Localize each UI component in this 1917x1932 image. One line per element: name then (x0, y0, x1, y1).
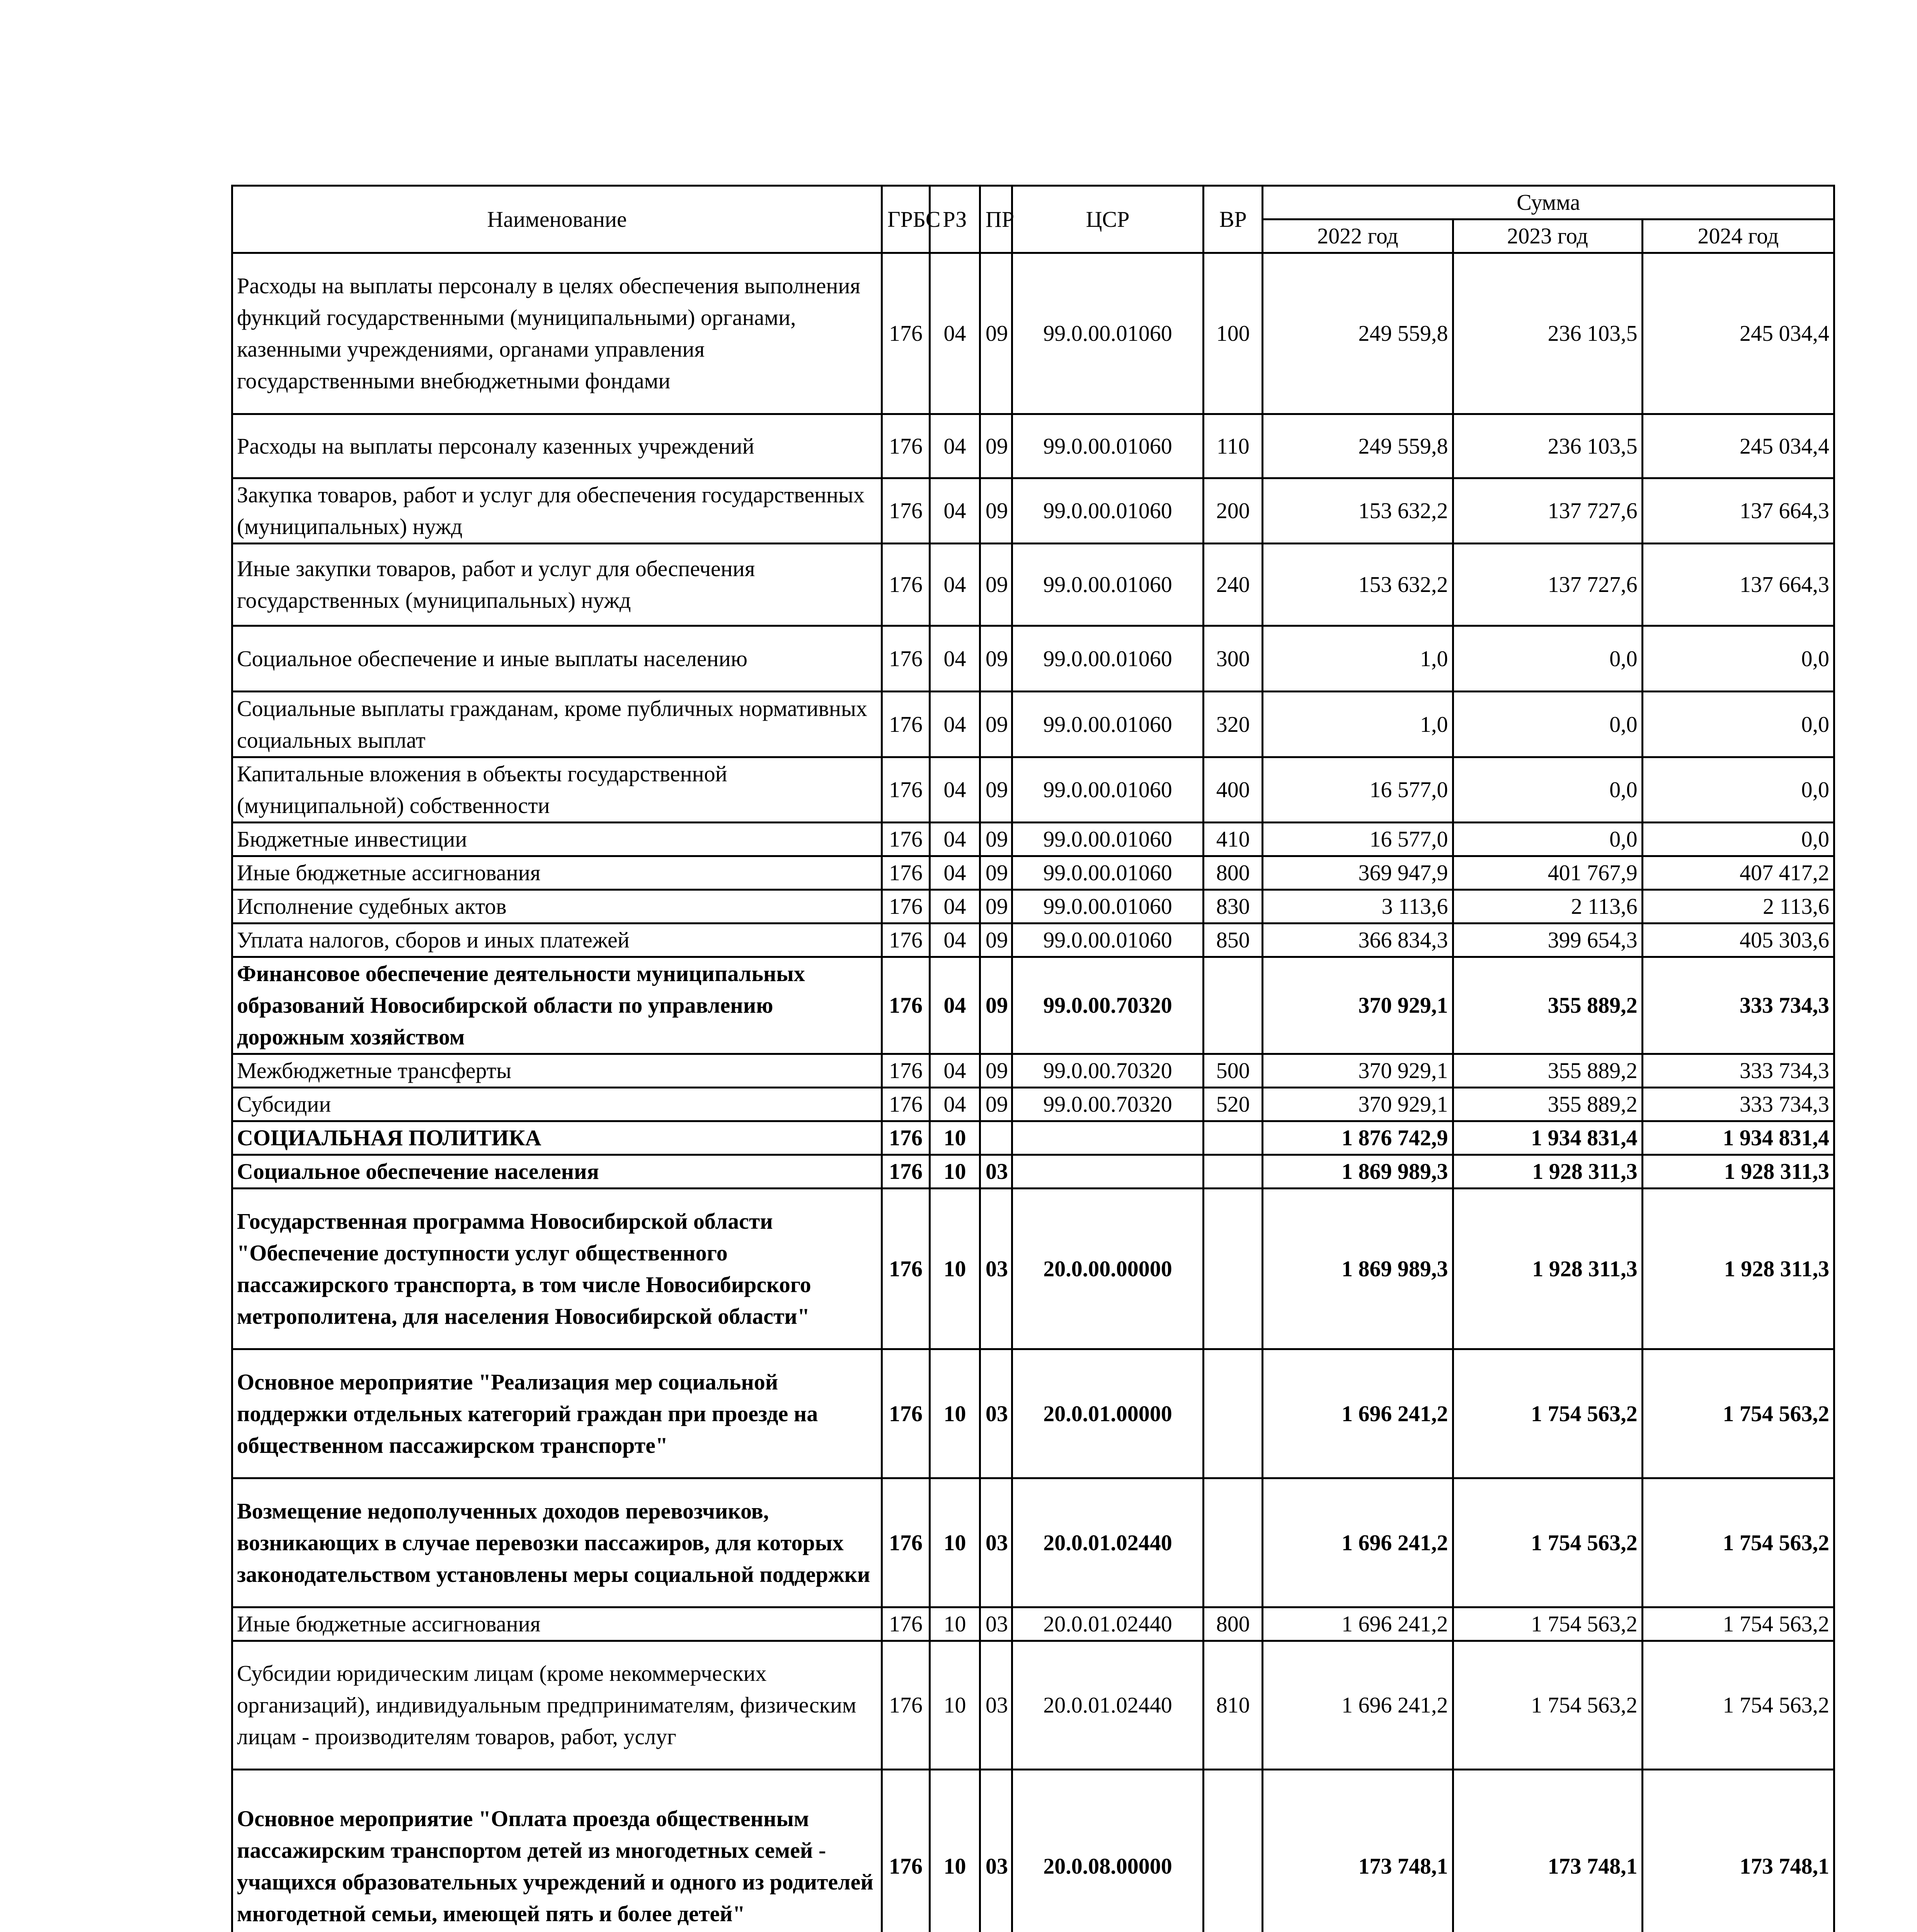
row-sum-2024: 245 034,4 (1642, 253, 1834, 414)
row-rz: 04 (930, 1054, 980, 1088)
row-csr: 99.0.00.01060 (1012, 757, 1203, 823)
row-csr: 99.0.00.01060 (1012, 823, 1203, 856)
row-grbs: 176 (882, 544, 930, 626)
row-csr (1012, 1121, 1203, 1155)
row-rz: 04 (930, 544, 980, 626)
row-grbs: 176 (882, 1641, 930, 1770)
row-name: Иные бюджетные ассигнования (232, 1607, 882, 1641)
row-csr: 99.0.00.01060 (1012, 890, 1203, 923)
row-grbs: 176 (882, 923, 930, 957)
table-row (232, 1349, 1834, 1478)
row-csr: 20.0.01.00000 (1012, 1349, 1203, 1478)
table-row (232, 823, 1834, 856)
row-sum-2024: 405 303,6 (1642, 923, 1834, 957)
row-vr: 830 (1204, 890, 1263, 923)
row-sum-2022: 366 834,3 (1263, 923, 1453, 957)
row-csr: 99.0.00.01060 (1012, 923, 1203, 957)
row-sum-2024: 173 748,1 (1642, 1770, 1834, 1932)
row-name: Социальное обеспечение и иные выплаты населению (232, 626, 882, 692)
row-pr: 09 (980, 890, 1012, 923)
row-sum-2022: 249 559,8 (1263, 253, 1453, 414)
row-csr: 99.0.00.70320 (1012, 1054, 1203, 1088)
row-vr (1204, 1770, 1263, 1932)
row-name: Иные бюджетные ассигнования (232, 856, 882, 890)
row-name: Капитальные вложения в объекты государственной (муниципальной) собственности (232, 757, 882, 823)
row-grbs: 176 (882, 823, 930, 856)
table-row (232, 1054, 1834, 1088)
row-grbs: 176 (882, 1121, 930, 1155)
row-csr: 20.0.08.00000 (1012, 1770, 1203, 1932)
header-name: Наименование (232, 186, 882, 253)
row-rz: 04 (930, 957, 980, 1054)
row-sum-2022: 16 577,0 (1263, 823, 1453, 856)
row-sum-2023: 0,0 (1453, 757, 1642, 823)
row-csr: 20.0.01.02440 (1012, 1478, 1203, 1607)
table-row (232, 692, 1834, 757)
row-sum-2022: 1 696 241,2 (1263, 1607, 1453, 1641)
row-pr: 09 (980, 823, 1012, 856)
row-vr (1204, 1189, 1263, 1349)
row-sum-2024: 2 113,6 (1642, 890, 1834, 923)
row-sum-2022: 1,0 (1263, 692, 1453, 757)
row-vr: 800 (1204, 1607, 1263, 1641)
row-sum-2023: 173 748,1 (1453, 1770, 1642, 1932)
row-pr: 03 (980, 1478, 1012, 1607)
row-pr: 09 (980, 957, 1012, 1054)
row-pr (980, 1121, 1012, 1155)
row-csr: 20.0.00.00000 (1012, 1189, 1203, 1349)
row-sum-2023: 2 113,6 (1453, 890, 1642, 923)
table-row (232, 1478, 1834, 1607)
table-row (232, 856, 1834, 890)
row-pr: 09 (980, 544, 1012, 626)
table-row (232, 923, 1834, 957)
row-sum-2024: 1 754 563,2 (1642, 1607, 1834, 1641)
row-rz: 10 (930, 1478, 980, 1607)
row-name: Субсидии (232, 1088, 882, 1121)
row-grbs: 176 (882, 757, 930, 823)
row-sum-2022: 1 869 989,3 (1263, 1189, 1453, 1349)
row-vr: 300 (1204, 626, 1263, 692)
row-csr (1012, 1155, 1203, 1189)
table-row (232, 253, 1834, 414)
table-row (232, 890, 1834, 923)
row-name: Основное мероприятие "Реализация мер социальной поддержки отдельных категорий граждан при проезде на общественном пассажирском транспорте" (232, 1349, 882, 1478)
row-pr: 03 (980, 1155, 1012, 1189)
header-year-2022: 2022 год (1263, 219, 1453, 253)
table-row (232, 1770, 1834, 1932)
row-sum-2023: 1 754 563,2 (1453, 1641, 1642, 1770)
row-vr (1204, 1349, 1263, 1478)
row-grbs: 176 (882, 856, 930, 890)
row-sum-2022: 370 929,1 (1263, 1088, 1453, 1121)
row-vr: 400 (1204, 757, 1263, 823)
row-sum-2023: 355 889,2 (1453, 1088, 1642, 1121)
budget-table (231, 185, 1835, 1932)
row-pr: 09 (980, 757, 1012, 823)
row-vr (1204, 957, 1263, 1054)
row-sum-2022: 370 929,1 (1263, 957, 1453, 1054)
row-pr: 09 (980, 692, 1012, 757)
row-sum-2023: 1 754 563,2 (1453, 1607, 1642, 1641)
row-grbs: 176 (882, 1189, 930, 1349)
row-csr: 99.0.00.01060 (1012, 692, 1203, 757)
row-sum-2023: 236 103,5 (1453, 414, 1642, 478)
row-sum-2024: 0,0 (1642, 757, 1834, 823)
header-rz: РЗ (930, 186, 980, 253)
row-grbs: 176 (882, 1607, 930, 1641)
row-rz: 10 (930, 1770, 980, 1932)
table-row (232, 544, 1834, 626)
row-grbs: 176 (882, 478, 930, 544)
row-grbs: 176 (882, 1478, 930, 1607)
row-sum-2024: 137 664,3 (1642, 478, 1834, 544)
row-pr: 09 (980, 856, 1012, 890)
row-pr: 09 (980, 1088, 1012, 1121)
row-pr: 09 (980, 1054, 1012, 1088)
row-sum-2023: 1 754 563,2 (1453, 1478, 1642, 1607)
table-row (232, 957, 1834, 1054)
row-vr: 850 (1204, 923, 1263, 957)
row-vr: 520 (1204, 1088, 1263, 1121)
row-name: Возмещение недополученных доходов перевозчиков, возникающих в случае перевозки пассажиров, для которых законодательством установлены меры социальной поддержки (232, 1478, 882, 1607)
row-sum-2023: 137 727,6 (1453, 544, 1642, 626)
row-rz: 04 (930, 757, 980, 823)
row-rz: 04 (930, 253, 980, 414)
row-sum-2024: 1 754 563,2 (1642, 1478, 1834, 1607)
row-sum-2022: 153 632,2 (1263, 544, 1453, 626)
row-pr: 03 (980, 1189, 1012, 1349)
row-sum-2022: 1 869 989,3 (1263, 1155, 1453, 1189)
row-vr: 200 (1204, 478, 1263, 544)
row-sum-2024: 1 928 311,3 (1642, 1189, 1834, 1349)
header-grbs: ГРБС (882, 186, 930, 253)
row-vr (1204, 1478, 1263, 1607)
row-sum-2023: 399 654,3 (1453, 923, 1642, 957)
row-rz: 10 (930, 1641, 980, 1770)
table-row (232, 626, 1834, 692)
row-sum-2022: 1 696 241,2 (1263, 1641, 1453, 1770)
row-rz: 10 (930, 1155, 980, 1189)
row-sum-2022: 153 632,2 (1263, 478, 1453, 544)
header-csr: ЦСР (1012, 186, 1203, 253)
row-sum-2023: 1 934 831,4 (1453, 1121, 1642, 1155)
header-sum: Сумма (1263, 186, 1834, 219)
table-row (232, 1607, 1834, 1641)
row-name: Финансовое обеспечение деятельности муниципальных образований Новосибирской области по управлению дорожным хозяйством (232, 957, 882, 1054)
row-sum-2023: 0,0 (1453, 823, 1642, 856)
row-vr: 800 (1204, 856, 1263, 890)
row-sum-2022: 369 947,9 (1263, 856, 1453, 890)
row-csr: 20.0.01.02440 (1012, 1641, 1203, 1770)
row-sum-2024: 333 734,3 (1642, 1088, 1834, 1121)
row-sum-2022: 249 559,8 (1263, 414, 1453, 478)
row-name: СОЦИАЛЬНАЯ ПОЛИТИКА (232, 1121, 882, 1155)
row-sum-2023: 355 889,2 (1453, 957, 1642, 1054)
row-sum-2024: 1 754 563,2 (1642, 1349, 1834, 1478)
row-csr: 99.0.00.01060 (1012, 856, 1203, 890)
table-header (232, 186, 1834, 253)
row-sum-2023: 1 928 311,3 (1453, 1155, 1642, 1189)
row-grbs: 176 (882, 414, 930, 478)
row-rz: 10 (930, 1189, 980, 1349)
row-name: Социальное обеспечение населения (232, 1155, 882, 1189)
row-sum-2022: 3 113,6 (1263, 890, 1453, 923)
table-row (232, 414, 1834, 478)
header-year-2024: 2024 год (1642, 219, 1834, 253)
row-csr: 99.0.00.01060 (1012, 478, 1203, 544)
row-rz: 10 (930, 1121, 980, 1155)
row-name: Бюджетные инвестиции (232, 823, 882, 856)
row-sum-2022: 1 876 742,9 (1263, 1121, 1453, 1155)
header-year-2023: 2023 год (1453, 219, 1642, 253)
row-csr: 99.0.00.70320 (1012, 957, 1203, 1054)
row-rz: 10 (930, 1607, 980, 1641)
row-grbs: 176 (882, 626, 930, 692)
row-grbs: 176 (882, 1054, 930, 1088)
row-rz: 04 (930, 1088, 980, 1121)
row-pr: 03 (980, 1641, 1012, 1770)
row-pr: 09 (980, 478, 1012, 544)
row-sum-2022: 1,0 (1263, 626, 1453, 692)
row-pr: 09 (980, 923, 1012, 957)
row-name: Расходы на выплаты персоналу в целях обеспечения выполнения функций государственными (муниципальными) органами, казенными учреждениями, органами управления государственными внебюджетными фондами (232, 253, 882, 414)
row-sum-2024: 407 417,2 (1642, 856, 1834, 890)
row-sum-2023: 0,0 (1453, 692, 1642, 757)
row-pr: 03 (980, 1607, 1012, 1641)
row-csr: 20.0.01.02440 (1012, 1607, 1203, 1641)
row-rz: 04 (930, 478, 980, 544)
row-grbs: 176 (882, 1349, 930, 1478)
table-row (232, 1641, 1834, 1770)
row-sum-2023: 236 103,5 (1453, 253, 1642, 414)
row-grbs: 176 (882, 1770, 930, 1932)
row-sum-2023: 1 754 563,2 (1453, 1349, 1642, 1478)
row-pr: 09 (980, 253, 1012, 414)
row-name: Социальные выплаты гражданам, кроме публичных нормативных социальных выплат (232, 692, 882, 757)
row-rz: 10 (930, 1349, 980, 1478)
row-sum-2022: 16 577,0 (1263, 757, 1453, 823)
row-name: Межбюджетные трансферты (232, 1054, 882, 1088)
row-name: Основное мероприятие "Оплата проезда общественным пассажирским транспортом детей из многодетных семей - учащихся образовательных учреждений и одного из родителей многодетной семьи, имеющей пять и более детей" (232, 1770, 882, 1932)
row-sum-2024: 0,0 (1642, 626, 1834, 692)
row-vr: 410 (1204, 823, 1263, 856)
row-sum-2024: 0,0 (1642, 823, 1834, 856)
row-rz: 04 (930, 692, 980, 757)
row-vr: 500 (1204, 1054, 1263, 1088)
row-sum-2023: 1 928 311,3 (1453, 1189, 1642, 1349)
table-row (232, 1155, 1834, 1189)
row-name: Расходы на выплаты персоналу казенных учреждений (232, 414, 882, 478)
row-name: Уплата налогов, сборов и иных платежей (232, 923, 882, 957)
row-vr: 320 (1204, 692, 1263, 757)
row-grbs: 176 (882, 1155, 930, 1189)
row-grbs: 176 (882, 1088, 930, 1121)
row-name: Государственная программа Новосибирской области "Обеспечение доступности услуг общественного пассажирского транспорта, в том числе Новосибирского метрополитена, для населения Новосибирской области" (232, 1189, 882, 1349)
row-sum-2022: 1 696 241,2 (1263, 1478, 1453, 1607)
table-row (232, 757, 1834, 823)
row-sum-2024: 333 734,3 (1642, 957, 1834, 1054)
row-sum-2024: 1 934 831,4 (1642, 1121, 1834, 1155)
row-sum-2023: 401 767,9 (1453, 856, 1642, 890)
row-rz: 04 (930, 626, 980, 692)
row-csr: 99.0.00.01060 (1012, 253, 1203, 414)
row-name: Закупка товаров, работ и услуг для обеспечения государственных (муниципальных) нужд (232, 478, 882, 544)
row-sum-2024: 333 734,3 (1642, 1054, 1834, 1088)
table-row (232, 1088, 1834, 1121)
row-rz: 04 (930, 414, 980, 478)
row-sum-2024: 1 928 311,3 (1642, 1155, 1834, 1189)
row-rz: 04 (930, 856, 980, 890)
row-csr: 99.0.00.01060 (1012, 414, 1203, 478)
row-vr: 810 (1204, 1641, 1263, 1770)
row-sum-2022: 1 696 241,2 (1263, 1349, 1453, 1478)
table-row (232, 1189, 1834, 1349)
row-vr (1204, 1121, 1263, 1155)
row-sum-2024: 0,0 (1642, 692, 1834, 757)
row-vr: 100 (1204, 253, 1263, 414)
row-pr: 03 (980, 1349, 1012, 1478)
row-grbs: 176 (882, 692, 930, 757)
row-pr: 09 (980, 414, 1012, 478)
header-pr: ПР (980, 186, 1012, 253)
row-sum-2024: 245 034,4 (1642, 414, 1834, 478)
row-sum-2023: 355 889,2 (1453, 1054, 1642, 1088)
table-row (232, 1121, 1834, 1155)
row-sum-2022: 173 748,1 (1263, 1770, 1453, 1932)
row-grbs: 176 (882, 890, 930, 923)
row-sum-2023: 137 727,6 (1453, 478, 1642, 544)
table-row (232, 478, 1834, 544)
row-sum-2022: 370 929,1 (1263, 1054, 1453, 1088)
row-csr: 99.0.00.01060 (1012, 544, 1203, 626)
row-vr: 240 (1204, 544, 1263, 626)
row-pr: 03 (980, 1770, 1012, 1932)
row-rz: 04 (930, 923, 980, 957)
row-vr (1204, 1155, 1263, 1189)
header-vr: ВР (1204, 186, 1263, 253)
row-rz: 04 (930, 823, 980, 856)
row-name: Субсидии юридическим лицам (кроме некоммерческих организаций), индивидуальным предпринимателям, физическим лицам - производителям товаров, работ, услуг (232, 1641, 882, 1770)
row-rz: 04 (930, 890, 980, 923)
row-name: Иные закупки товаров, работ и услуг для обеспечения государственных (муниципальных) нужд (232, 544, 882, 626)
table-body (232, 253, 1834, 1932)
row-csr: 99.0.00.70320 (1012, 1088, 1203, 1121)
row-csr: 99.0.00.01060 (1012, 626, 1203, 692)
row-sum-2024: 137 664,3 (1642, 544, 1834, 626)
row-grbs: 176 (882, 957, 930, 1054)
row-pr: 09 (980, 626, 1012, 692)
row-sum-2023: 0,0 (1453, 626, 1642, 692)
row-name: Исполнение судебных актов (232, 890, 882, 923)
row-grbs: 176 (882, 253, 930, 414)
row-sum-2024: 1 754 563,2 (1642, 1641, 1834, 1770)
row-vr: 110 (1204, 414, 1263, 478)
